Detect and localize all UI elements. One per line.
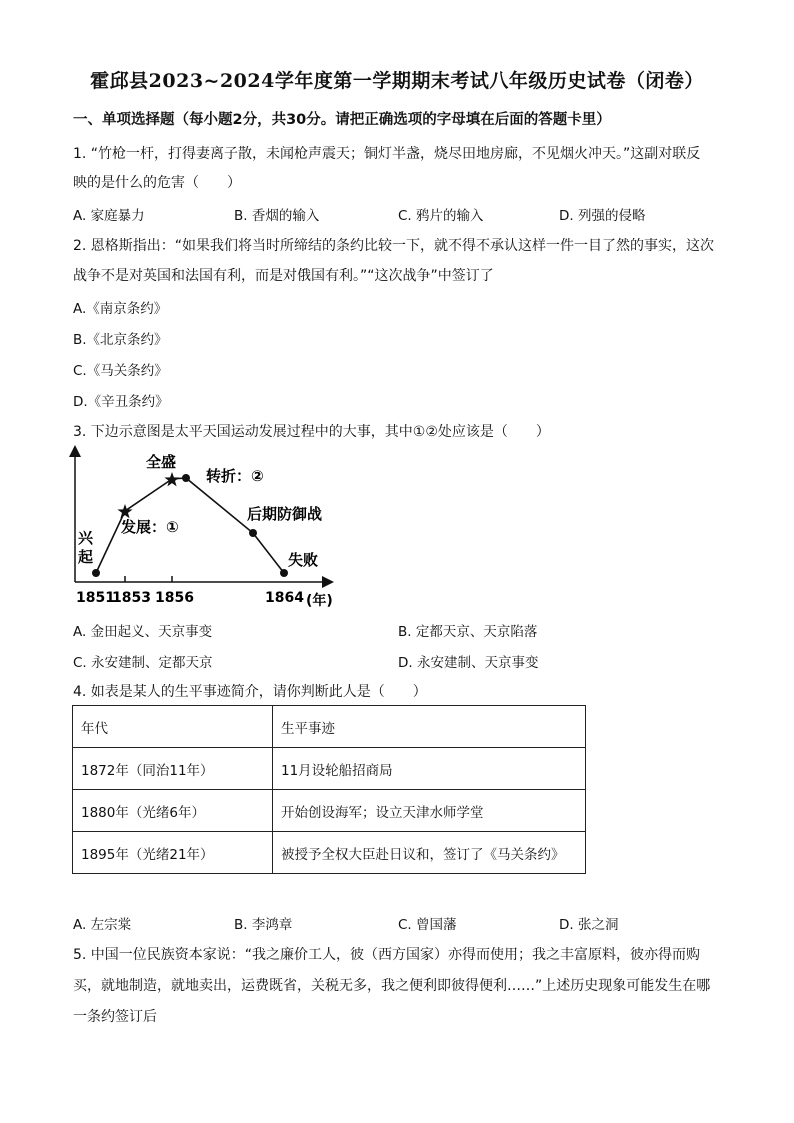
label-rise-2: 起	[78, 548, 94, 566]
q2-option-d: D.《辛丑条约》	[73, 394, 169, 410]
q1-stem-line1: 1. “竹枪一杆，打得妻离子散，未闻枪声震天；铜灯半盏，烧尽田地房廊，不见烟火冲天。”这副对联反	[73, 146, 701, 162]
q4-option-c: C. 曾国藩	[398, 917, 457, 933]
taiping-diagram	[60, 443, 350, 615]
table-row	[73, 832, 586, 874]
point-late	[249, 529, 257, 537]
q2-stem-line2: 战争不是对英国和法国有利，而是对俄国有利。”“这次战争”中签订了	[73, 268, 494, 284]
q1-option-b: B. 香烟的输入	[234, 208, 320, 224]
table-header: 年代	[73, 706, 273, 748]
table-header-row	[73, 706, 586, 748]
exam-title: 霍邱县2023~2024学年度第一学期期末考试八年级历史试卷（闭卷）	[90, 70, 704, 92]
tick-1853: 1853	[112, 590, 151, 606]
q1-option-d: D. 列强的侵略	[559, 208, 646, 224]
table-row	[73, 790, 586, 832]
point-fail	[280, 569, 288, 577]
q4-stem: 4. 如表是某人的生平事迹简介，请你判断此人是（ ）	[73, 684, 427, 700]
label-late: 后期防御战	[247, 505, 323, 523]
q1-option-a: A. 家庭暴力	[73, 208, 145, 224]
q4-option-a: A. 左宗棠	[73, 917, 132, 933]
biography-table	[72, 705, 586, 874]
q4-option-b: B. 李鸿章	[234, 917, 293, 933]
table-cell: 1872年（同治11年）	[73, 748, 273, 790]
q1-stem-line2: 映的是什么的危害（ ）	[73, 175, 241, 191]
q3-stem: 3. 下边示意图是太平天国运动发展过程中的大事，其中①②处应该是（ ）	[73, 424, 550, 440]
q2-stem-line1: 2. 恩格斯指出：“如果我们将当时所缔结的条约比较一下，就不得不承认这样一件一目了然的事实，这次	[73, 238, 715, 254]
label-develop: 发展：①	[121, 518, 179, 536]
table-row	[73, 748, 586, 790]
label-turn: 转折：②	[206, 467, 264, 485]
q3-option-b: B. 定都天京、天京陷落	[398, 624, 538, 640]
q2-option-c: C.《马关条约》	[73, 363, 168, 379]
point-turn	[182, 474, 190, 482]
table-header: 生平事迹	[273, 706, 586, 748]
label-rise-1: 兴	[78, 529, 94, 547]
point-develop-star	[117, 504, 132, 518]
tick-1856: 1856	[155, 590, 194, 606]
q5-stem-line3: 一条约签订后	[73, 1009, 157, 1025]
q3-option-d: D. 永安建制、天京事变	[398, 655, 539, 671]
table-cell: 11月设轮船招商局	[273, 748, 586, 790]
q3-option-c: C. 永安建制、定都天京	[73, 655, 213, 671]
q5-stem-line1: 5. 中国一位民族资本家说：“我之廉价工人，彼（西方国家）亦得而使用；我之丰富原料，彼亦得而购	[73, 947, 701, 963]
q4-option-d: D. 张之洞	[559, 917, 619, 933]
tick-1851: 1851	[76, 590, 115, 606]
q2-option-b: B.《北京条约》	[73, 332, 168, 348]
unit-label: (年)	[306, 593, 333, 609]
q5-stem-line2: 买，就地制造，就地卖出，运费既省，关税无多，我之便利即彼得便利……”上述历史现象可能发生在哪	[73, 978, 711, 994]
q3-option-a: A. 金田起义、天京事变	[73, 624, 213, 640]
table-cell: 1880年（光绪6年）	[73, 790, 273, 832]
table-cell: 开始创设海军；设立天津水师学堂	[273, 790, 586, 832]
q1-option-c: C. 鸦片的输入	[398, 208, 484, 224]
q2-option-a: A.《南京条约》	[73, 301, 168, 317]
table-cell: 被授予全权大臣赴日议和，签订了《马关条约》	[273, 832, 586, 874]
label-peak: 全盛	[146, 453, 177, 471]
table-cell: 1895年（光绪21年）	[73, 832, 273, 874]
tick-1864: 1864	[265, 590, 304, 606]
point-rise	[92, 569, 100, 577]
section-heading: 一、单项选择题（每小题2分，共30分。请把正确选项的字母填在后面的答题卡里）	[73, 112, 611, 128]
label-fail: 失败	[288, 551, 319, 569]
